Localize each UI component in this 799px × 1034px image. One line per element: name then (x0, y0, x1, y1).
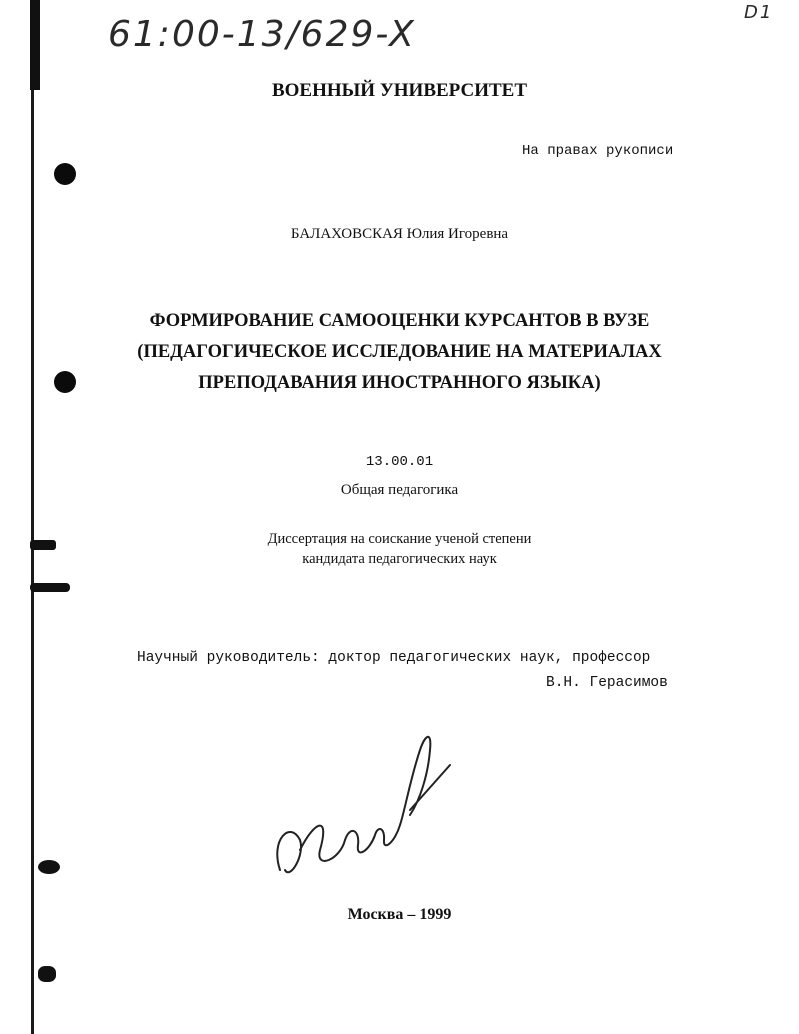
title-line: ПРЕПОДАВАНИЯ ИНОСТРАННОГО ЯЗЫКА) (198, 373, 601, 393)
corner-mark: D1 (744, 2, 774, 23)
signature (260, 720, 480, 890)
university-title: ВОЕННЫЙ УНИВЕРСИТЕТ (271, 80, 528, 101)
author-name: БАЛАХОВСКАЯ Юлия Игоревна (290, 226, 509, 242)
degree-line: кандидата педагогических наук (302, 551, 497, 567)
punch-hole (54, 163, 76, 185)
scan-edge-blob (38, 860, 60, 874)
scan-edge-blob (30, 0, 40, 90)
scan-edge-blob (38, 966, 56, 982)
degree-line: Диссертация на соискание ученой степени (267, 531, 532, 547)
scan-edge-blob (30, 583, 70, 592)
title-line: ФОРМИРОВАНИЕ САМООЦЕНКИ КУРСАНТОВ В ВУЗЕ (149, 311, 650, 331)
dissertation-title (0, 306, 799, 399)
specialty-code: 13.00.01 (365, 454, 434, 470)
rights-note: На правах рукописи (522, 143, 674, 159)
title-line: (ПЕДАГОГИЧЕСКОЕ ИССЛЕДОВАНИЕ НА МАТЕРИАЛАХ (137, 342, 662, 362)
advisor-name: В.Н. Герасимов (546, 675, 668, 691)
archive-stamp: 61:00-13/629-X (108, 14, 416, 55)
degree-statement (0, 529, 799, 569)
advisor-label: Научный руководитель: доктор педагогических наук, профессор (137, 650, 651, 666)
place-year: Москва – 1999 (347, 906, 452, 923)
scan-edge-line (31, 0, 34, 1034)
specialty-name: Общая педагогика (340, 482, 459, 498)
